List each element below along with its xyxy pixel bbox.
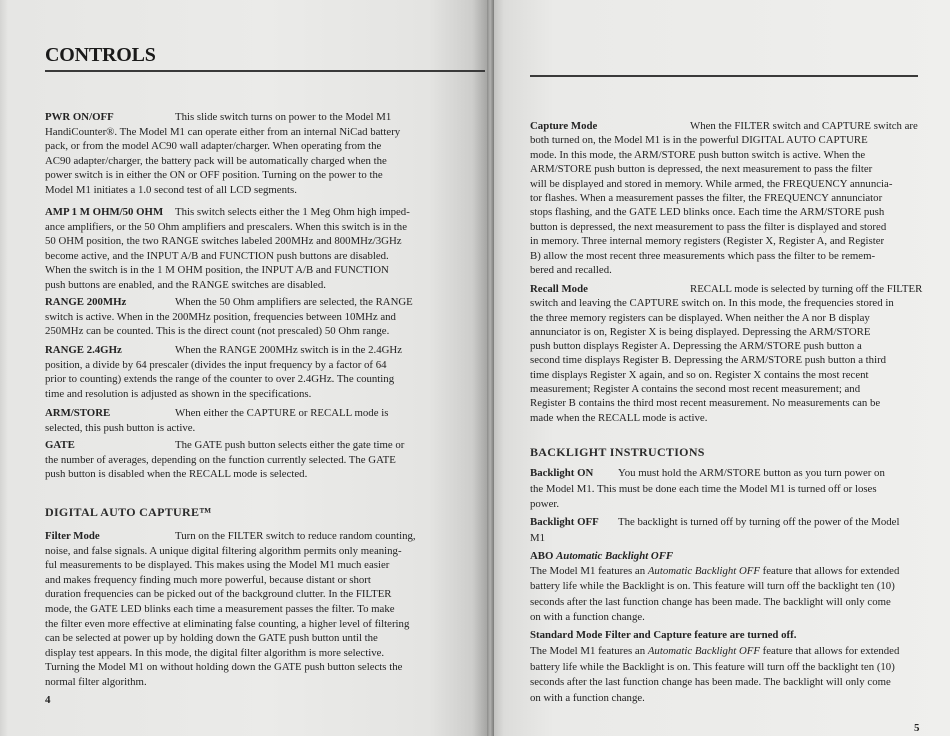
range-200mhz-section bbox=[45, 295, 413, 339]
text-line: push button displays Register A. Depressing the ARM/STORE push button a bbox=[530, 340, 862, 353]
text-segment: The Model M1 features an bbox=[530, 565, 648, 578]
text-line: When the switch is in the 1 M OHM position, the INPUT A/B and FUNCTION bbox=[45, 264, 389, 277]
arm-store-section bbox=[45, 406, 388, 435]
text-line: You must hold the ARM/STORE button as you turn power on bbox=[618, 467, 885, 479]
text-line: switch and leaving the CAPTURE switch on. In this mode, the frequencies stored in bbox=[530, 297, 894, 310]
text-line: This switch selects either the 1 Meg Ohm high imped- bbox=[175, 206, 410, 218]
text-line: time displays Register X again, and so on. Register X contains the most recent bbox=[530, 368, 869, 381]
text-line: push buttons are enabled, and the RANGE switches are disabled. bbox=[45, 278, 326, 291]
text-segment: feature that allows for extended bbox=[759, 565, 900, 578]
emphasis-text: Automatic Backlight OFF bbox=[647, 644, 760, 657]
standard-mode-body bbox=[530, 644, 899, 707]
text-line: switch is active. When in the 200MHz position, frequencies between 10MHz and bbox=[45, 310, 396, 323]
text-segment: The Model M1 features an bbox=[530, 644, 648, 657]
text-line: mode, the GATE LED blinks each time a measurement passes the filter. To make bbox=[45, 602, 395, 615]
text-line: on with a function change. bbox=[530, 610, 645, 623]
range-2-4ghz-section bbox=[45, 343, 402, 401]
capture-mode-label: Capture Mode bbox=[530, 120, 598, 132]
abo-section bbox=[530, 549, 899, 625]
text-line: measurement; Register A contains the second most recent measurement; and bbox=[530, 383, 861, 396]
text-line: battery life while the Backlight is on. This feature will turn off the backlight ten (10) bbox=[530, 660, 895, 673]
text-line: will be displayed and stored in memory. While armed, the FREQUENCY annuncia- bbox=[530, 177, 893, 190]
top-rule bbox=[530, 75, 918, 77]
text-line: and makes frequency finding much more powerful, because distant or short bbox=[45, 573, 371, 586]
text-line: RECALL mode is selected by turning off the FILTER bbox=[690, 283, 923, 295]
text-line: position, a divide by 64 prescaler (divides the input frequency by a factor of 64 bbox=[45, 358, 387, 371]
text-line: battery life while the Backlight is on. This feature will turn off the backlight ten (10) bbox=[530, 580, 895, 593]
text-line: power switch is in either the ON or OFF position. Turning on the power to the bbox=[45, 169, 383, 182]
abo-label-italic: Automatic Backlight OFF bbox=[556, 550, 674, 562]
text-line: Turning the Model M1 on without holding down the GATE push button selects the bbox=[45, 661, 403, 674]
backlight-off-section bbox=[530, 515, 899, 546]
text-line: tor flashes. When a measurement passes the filter, the FREQUENCY annunciator bbox=[530, 192, 883, 205]
text-line: noise, and false signals. A unique digital filtering algorithm permits only meaning- bbox=[45, 544, 402, 557]
text-line: become active, and the INPUT A/B and FUNCTION push buttons are disabled. bbox=[45, 249, 389, 262]
text-line: seconds after the last function change has been made. The backlight will only come bbox=[530, 595, 891, 608]
text-line: Register B contains the third most recent measurement. No measurements can be bbox=[530, 397, 881, 410]
text-line: bered and recalled. bbox=[530, 264, 612, 277]
emphasis-text: Automatic Backlight OFF bbox=[647, 565, 760, 578]
text-line: AC90 adapter/charger, the battery pack will be automatically charged when the bbox=[45, 154, 387, 167]
text-line bbox=[530, 564, 899, 579]
text-line: second time displays Register B. Depressing the ARM/STORE push button a third bbox=[530, 354, 887, 367]
text-line: duration frequencies can be picked out of the background clutter. In the FILTER bbox=[45, 588, 392, 601]
text-line: B) allow the most recent three measurements which pass the filter to be remem- bbox=[530, 249, 876, 262]
amp-label: AMP 1 M OHM/50 OHM bbox=[45, 206, 164, 218]
text-line: made when the RECALL mode is active. bbox=[530, 411, 708, 424]
digital-auto-capture-heading: DIGITAL AUTO CAPTURE™ bbox=[45, 505, 212, 519]
recall-mode-section bbox=[530, 282, 922, 425]
abo-label: ABO bbox=[530, 550, 554, 562]
page-number-left: 4 bbox=[45, 694, 51, 706]
text-line: 50 OHM position, the two RANGE switches labeled 200MHz and 800MHz/3GHz bbox=[45, 235, 402, 248]
text-line: This slide switch turns on power to the Model M1 bbox=[175, 111, 392, 123]
right-page bbox=[494, 0, 950, 736]
book-spine bbox=[487, 0, 494, 736]
text-line: the number of averages, depending on the function currently selected. The GATE bbox=[45, 453, 396, 466]
text-line: normal filter algorithm. bbox=[45, 675, 147, 688]
text-line: selected, this push button is active. bbox=[45, 421, 196, 434]
text-line: Turn on the FILTER switch to reduce random counting, bbox=[175, 530, 416, 542]
text-line: prior to counting) extends the range of the counter to over 2.4GHz. The counting bbox=[45, 373, 395, 386]
text-line: pack, or from the model AC90 wall adapter/charger. When operating from the bbox=[45, 140, 382, 153]
text-line: M1 bbox=[530, 531, 545, 544]
text-line: on with a function change. bbox=[530, 692, 645, 705]
text-line: When the RANGE 200MHz switch is in the 2.4GHz bbox=[175, 344, 402, 356]
text-line: Model M1 initiates a 1.0 second test of all LCD segments. bbox=[45, 183, 297, 196]
text-line: power. bbox=[530, 498, 560, 510]
standard-mode-section bbox=[530, 628, 899, 707]
text-line: button is depressed, the next measurement to pass the filter is displayed and stored bbox=[530, 220, 887, 233]
pwr-on-off-label: PWR ON/OFF bbox=[45, 111, 114, 123]
text-line: HandiCounter®. The Model M1 can operate either from an internal NiCad battery bbox=[45, 125, 401, 138]
text-line: can be selected at power up by holding down the GATE push button until the bbox=[45, 632, 378, 645]
abo-body bbox=[530, 564, 899, 625]
text-line: the three memory registers can be displayed. When neither the A nor B display bbox=[530, 311, 870, 324]
text-line: annunciator is on, Register X is being displayed. Depressing the ARM/STORE bbox=[530, 325, 871, 338]
text-line: ARM/STORE push button is depressed, the next measurement to pass the filter bbox=[530, 163, 873, 176]
text-line: 250MHz can be counted. This is the direct count (not prescaled) 50 Ohm range. bbox=[45, 325, 390, 338]
backlight-on-section bbox=[530, 466, 885, 513]
text-line: time and resolution is adjusted as shown in the specifications. bbox=[45, 387, 312, 400]
filter-mode-section bbox=[45, 529, 416, 690]
text-line: push button is disabled when the RECALL mode is selected. bbox=[45, 468, 308, 481]
page-number-right: 5 bbox=[914, 722, 920, 734]
text-line: stops flashing, and the GATE LED blinks once. Each time the ARM/STORE push bbox=[530, 206, 885, 219]
text-line: The GATE push button selects either the gate time or bbox=[175, 439, 405, 451]
backlight-off-label: Backlight OFF bbox=[530, 516, 599, 528]
backlight-on-label: Backlight ON bbox=[530, 467, 594, 479]
text-line: the Model M1. This must be done each time the Model M1 is turned off or loses bbox=[530, 482, 877, 495]
backlight-instructions-heading: BACKLIGHT INSTRUCTIONS bbox=[530, 445, 705, 459]
text-line: When either the CAPTURE or RECALL mode is bbox=[175, 407, 389, 419]
standard-mode-heading: Standard Mode Filter and Capture feature are turned off. bbox=[530, 629, 797, 641]
text-line: both turned on, the Model M1 is in the powerful DIGITAL AUTO CAPTURE bbox=[530, 134, 868, 147]
text-line: When the FILTER switch and CAPTURE switch are bbox=[690, 120, 918, 132]
text-line bbox=[530, 644, 899, 660]
text-line: seconds after the last function change has been made. The backlight will only come bbox=[530, 676, 891, 689]
text-line: ful measurements to be displayed. This makes using the Model M1 much easier bbox=[45, 559, 390, 572]
text-line: mode. In this mode, the ARM/STORE push button switch is active. When the bbox=[530, 148, 866, 161]
page-title: CONTROLS bbox=[45, 44, 156, 66]
text-line: in memory. Three internal memory registers (Register X, Register A, and Register bbox=[530, 235, 885, 248]
capture-mode-section bbox=[530, 119, 918, 277]
pwr-on-off-section bbox=[45, 110, 400, 198]
abo-heading bbox=[530, 549, 899, 564]
filter-mode-label: Filter Mode bbox=[45, 530, 100, 542]
text-line: ance amplifiers, or the 50 Ohm amplifiers and prescalers. When this switch is in the bbox=[45, 220, 407, 233]
text-segment: feature that allows for extended bbox=[759, 644, 900, 657]
text-line: The backlight is turned off by turning off the power of the Model bbox=[618, 516, 900, 528]
recall-mode-label: Recall Mode bbox=[530, 283, 588, 295]
arm-store-label: ARM/STORE bbox=[45, 407, 111, 419]
range-200mhz-label: RANGE 200MHz bbox=[45, 296, 127, 308]
title-rule bbox=[45, 70, 485, 72]
gate-section bbox=[45, 438, 404, 482]
gate-label: GATE bbox=[45, 439, 75, 451]
text-line: display test appears. In this mode, the digital filter algorithm is more selective. bbox=[45, 646, 385, 659]
amp-section bbox=[45, 205, 410, 293]
range-2-4ghz-label: RANGE 2.4GHz bbox=[45, 344, 122, 356]
text-line: When the 50 Ohm amplifiers are selected, the RANGE bbox=[175, 296, 413, 308]
text-line: the filter even more effective at eliminating false counting, a higher level of filtering bbox=[45, 617, 410, 630]
